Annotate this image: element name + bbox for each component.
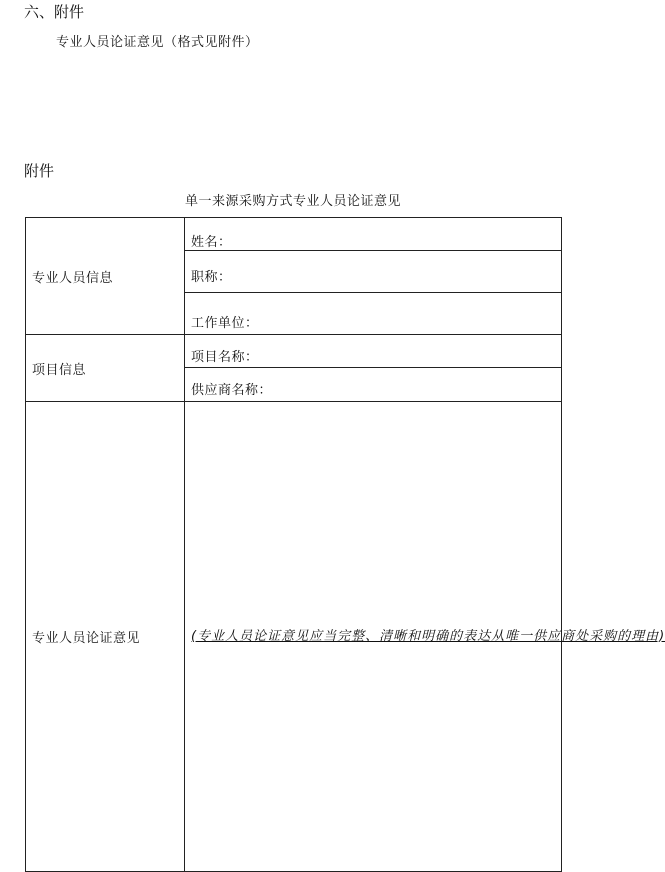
employer-label: 工作单位：: [191, 316, 259, 331]
name-label: 姓名：: [191, 234, 232, 250]
title-field[interactable]: [185, 251, 562, 293]
project-info-text: 项目信息: [32, 362, 87, 378]
supplier-name-field[interactable]: [185, 368, 562, 402]
employer-field[interactable]: [185, 293, 562, 335]
personnel-info-label: [26, 218, 185, 335]
project-name-label: 项目名称：: [191, 349, 259, 365]
opinion-label-cell: [26, 402, 185, 872]
personnel-info-text: 专业人员信息: [32, 270, 114, 286]
opinion-guidance: (专业人员论证意见应当完整、清晰和明确的表达从唯一供应商处采购的理由): [191, 628, 665, 644]
supplier-name-label: 供应商名称：: [191, 383, 273, 398]
opinion-label-text: 专业人员论证意见: [32, 631, 141, 646]
name-field[interactable]: [185, 218, 562, 251]
project-info-label: [26, 335, 185, 402]
form-title: 单一来源采购方式专业人员论证意见: [184, 194, 401, 209]
title-label: 职称：: [191, 270, 232, 285]
appendix-title: 附件: [24, 162, 55, 180]
project-name-field[interactable]: [185, 335, 562, 368]
opinion-form-table: [25, 217, 665, 872]
section-heading: 六、附件: [24, 3, 85, 21]
attachment-reference: 专业人员论证意见（格式见附件）: [56, 35, 259, 50]
opinion-field[interactable]: [185, 402, 665, 872]
